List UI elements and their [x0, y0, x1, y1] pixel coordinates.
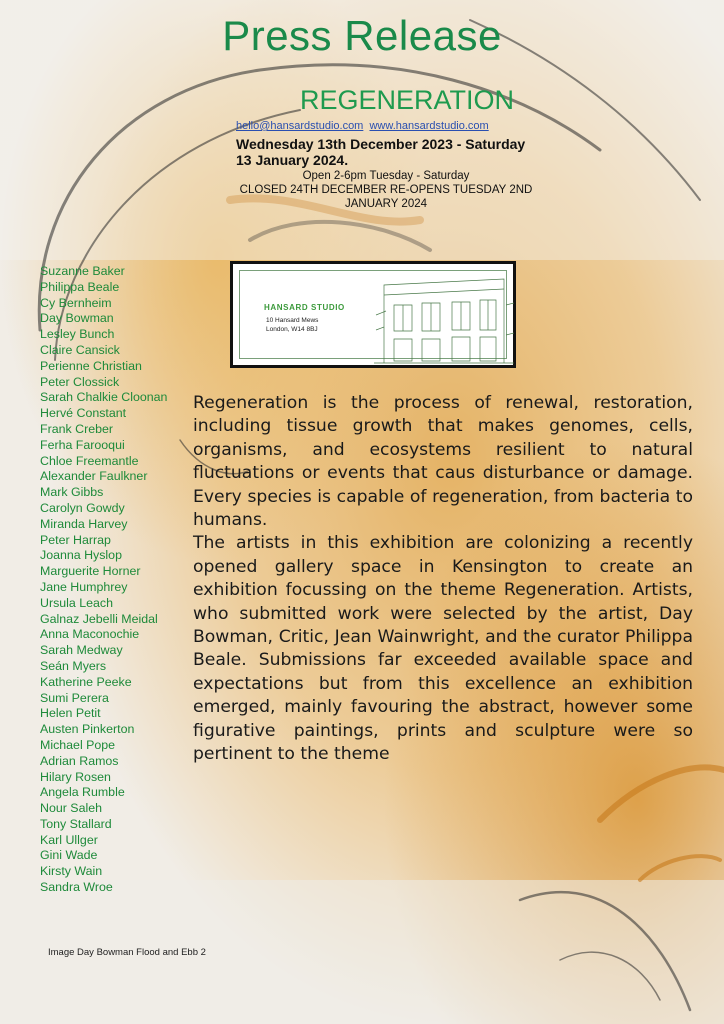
artist-name: Carolyn Gowdy [40, 500, 125, 515]
artist-name: Ursula Leach [40, 595, 114, 610]
artist-name: Kirsty Wain [40, 864, 103, 879]
artist-name: Suzanne Baker [40, 264, 125, 278]
artist-name: Perienne Christian [40, 358, 142, 373]
artist-name: Hervé Constant [40, 406, 127, 421]
artist-name: Joanna Hyslop [40, 548, 122, 563]
artist-list [40, 264, 190, 896]
press-release-body [193, 392, 693, 767]
artist-name: Seán Myers [40, 658, 107, 673]
artist-name: Galnaz Jebelli Meidal [40, 611, 158, 626]
artist-name: Austen Pinkerton [40, 722, 135, 737]
building-sketch-icon [374, 275, 514, 365]
artist-name: Sumi Perera [40, 690, 109, 705]
artist-name: Sarah Chalkie Cloonan [40, 390, 168, 405]
artist-name: Philippa Beale [40, 279, 120, 294]
website-link[interactable]: www.hansardstudio.com [369, 120, 489, 132]
page-title: Press Release [222, 12, 502, 59]
artist-name: Peter Clossick [40, 374, 120, 389]
artist-name: Nour Saleh [40, 801, 102, 816]
closure-notice: CLOSED 24TH DECEMBER RE-OPENS TUESDAY 2ND JANUARY 2024 [239, 184, 533, 210]
artist-name: Miranda Harvey [40, 516, 128, 531]
artist-name: Gini Wade [40, 848, 98, 863]
artist-name: Karl Ullger [40, 832, 98, 847]
studio-name: HANSARD STUDIO [264, 303, 345, 312]
email-link[interactable]: hello@hansardstudio.com [236, 120, 364, 132]
artist-name: Claire Cansick [40, 342, 120, 357]
artist-name: Anna Maconochie [40, 627, 140, 642]
artist-name: Mark Gibbs [40, 485, 104, 500]
logo-frame [239, 270, 507, 359]
artist-name: Marguerite Horner [40, 564, 141, 579]
artist-name: Michael Pope [40, 737, 116, 752]
address-line: 10 Hansard Mews [266, 317, 319, 324]
artist-name: Sandra Wroe [40, 880, 113, 895]
artist-name: Sarah Medway [40, 643, 123, 658]
artist-name: Adrian Ramos [40, 753, 119, 768]
opening-hours [236, 169, 536, 211]
artist-name: Tony Stallard [40, 816, 112, 831]
artist-name: Alexander Faulkner [40, 469, 148, 484]
image-caption: Image Day Bowman Flood and Ebb 2 [48, 947, 206, 958]
artist-name: Ferha Farooqui [40, 437, 125, 452]
artist-name: Cy Bernheim [40, 295, 112, 310]
artist-name: Hilary Rosen [40, 769, 111, 784]
artist-name: Chloe Freemantle [40, 453, 139, 468]
artist-name: Angela Rumble [40, 785, 125, 800]
exhibition-title: REGENERATION [299, 85, 515, 115]
artist-name: Katherine Peeke [40, 674, 132, 689]
hansard-studio-logo-card [230, 261, 516, 368]
artist-name: Frank Creber [40, 421, 113, 436]
artist-name: Day Bowman [40, 311, 114, 326]
artist-name: Peter Harrap [40, 532, 111, 547]
exhibition-dates: Wednesday 13th December 2023 - Saturday 13 January 2024. [236, 136, 526, 168]
artist-name: Helen Petit [40, 706, 101, 721]
artist-name: Jane Humphrey [40, 579, 128, 594]
artist-name: Lesley Bunch [40, 327, 115, 342]
address-line: London, W14 8BJ [266, 326, 318, 333]
body-paragraph: Regeneration is the process of renewal, restoration, including tissue growth that makes genomes, cells, organisms, and ecosystems resilient to natural fluctuations or events that caus disturbance or damage. Every species is capable of regeneration, from bacteria to humans. [193, 393, 693, 531]
contact-links [236, 120, 489, 133]
body-paragraph: The artists in this exhibition are colonizing a recently opened gallery space in Kensington to create an exhibition focussing on the theme Regeneration. Artists, who submitted work were selected by the artist, Day Bowman, Critic, Jean Wainwright, and the curator Philippa Beale. Submissions far exceeded available space and expectations but from this excellence an exhibition emerged, mainly favouring the abstract, however some figurative paintings, prints and sculpture were so pertinent to the theme [193, 533, 693, 765]
opening-hours-line: Open 2-6pm Tuesday - Saturday [302, 170, 470, 182]
